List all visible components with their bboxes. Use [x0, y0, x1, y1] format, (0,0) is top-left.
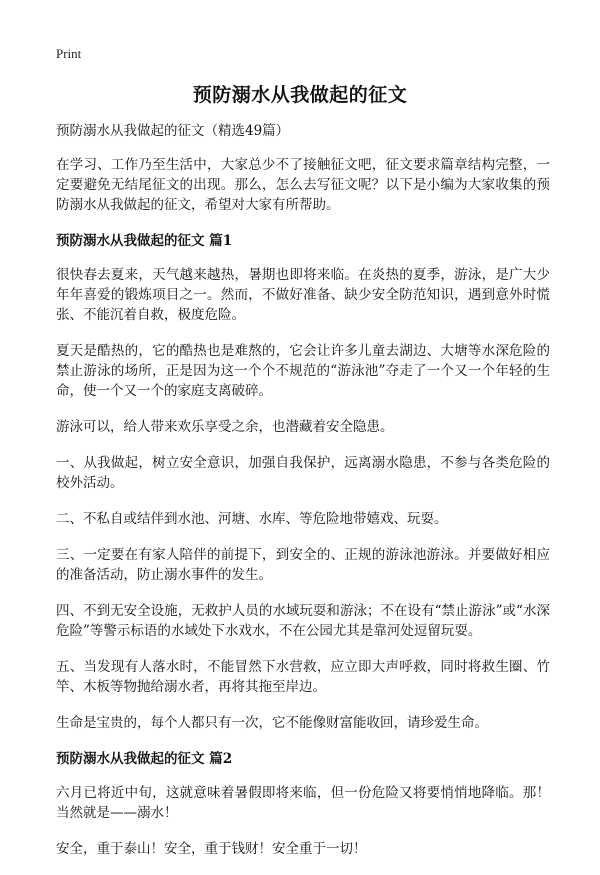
list-item: 三、一定要在有家人陪伴的前提下，到安全的、正规的游泳池游泳。并要做好相应的准备活动，防止溺水事件的发生。 [56, 547, 550, 583]
list-item: 二、不私自或结伴到水池、河塘、水库、等危险地带嬉戏、玩耍。 [56, 511, 448, 527]
page-title: 预防溺水从我做起的征文 [192, 84, 408, 106]
article-subtitle: 预防溺水从我做起的征文（精选49篇） [56, 123, 290, 139]
intro-paragraph: 在学习、工作乃至生活中，大家总少不了接触征文吧，征文要求篇章结构完整，一定要避免无结尾征文的出现。那么，怎么去写征文呢？以下是小编为大家收集的预防溺水从我做起的征文，希望对大家有所帮助。 [56, 157, 550, 213]
list-item: 一、从我做起，树立安全意识，加强自我保护，远离溺水隐患，不参与各类危险的校外活动。 [56, 455, 550, 491]
print-link[interactable]: Print [56, 46, 82, 61]
section-heading-1: 预防溺水从我做起的征文 篇1 [56, 233, 233, 249]
paragraph: 安全，重于泰山！安全，重于钱财！安全重于一切！ [56, 841, 367, 857]
list-item: 五、当发现有人落水时，不能冒然下水营救，应立即大声呼救，同时将救生圈、竹竿、木板等物抛给溺水者，再将其拖至岸边。 [56, 659, 550, 695]
section-heading-2: 预防溺水从我做起的征文 篇2 [56, 751, 233, 767]
paragraph: 很快春去夏来，天气越来越热，暑期也即将来临。在炎热的夏季，游泳，是广大少年年喜爱的锻炼项目之一。然而，不做好准备、缺少安全防范知识，遇到意外时慌张、不能沉着自救，极度危险。 [56, 267, 550, 323]
article-body [56, 121, 550, 875]
list-item: 四、不到无安全设施，无救护人员的水域玩耍和游泳；不在设有“禁止游泳”或“水深危险”等警示标语的水域处下水戏水，不在公园尤其是靠河处逗留玩耍。 [56, 603, 550, 639]
paragraph: 游泳可以，给人带来欢乐享受之余，也潜藏着安全隐患。 [56, 419, 394, 435]
paragraph: 生命是宝贵的，每个人都只有一次，它不能像财富能收回，请珍爱生命。 [56, 715, 488, 731]
paragraph: 六月已将近中旬，这就意味着暑假即将来临，但一份危险又将要悄悄地降临。那！当然就是——溺水！ [56, 785, 550, 821]
paragraph: 夏天是酷热的，它的酷热也是难熬的，它会让许多儿童去湖边、大塘等水深危险的禁止游泳的场所，正是因为这一个个不规范的“游泳池”夺走了一个又一个年轻的生命，使一个又一个的家庭支离破碎。 [56, 343, 550, 399]
